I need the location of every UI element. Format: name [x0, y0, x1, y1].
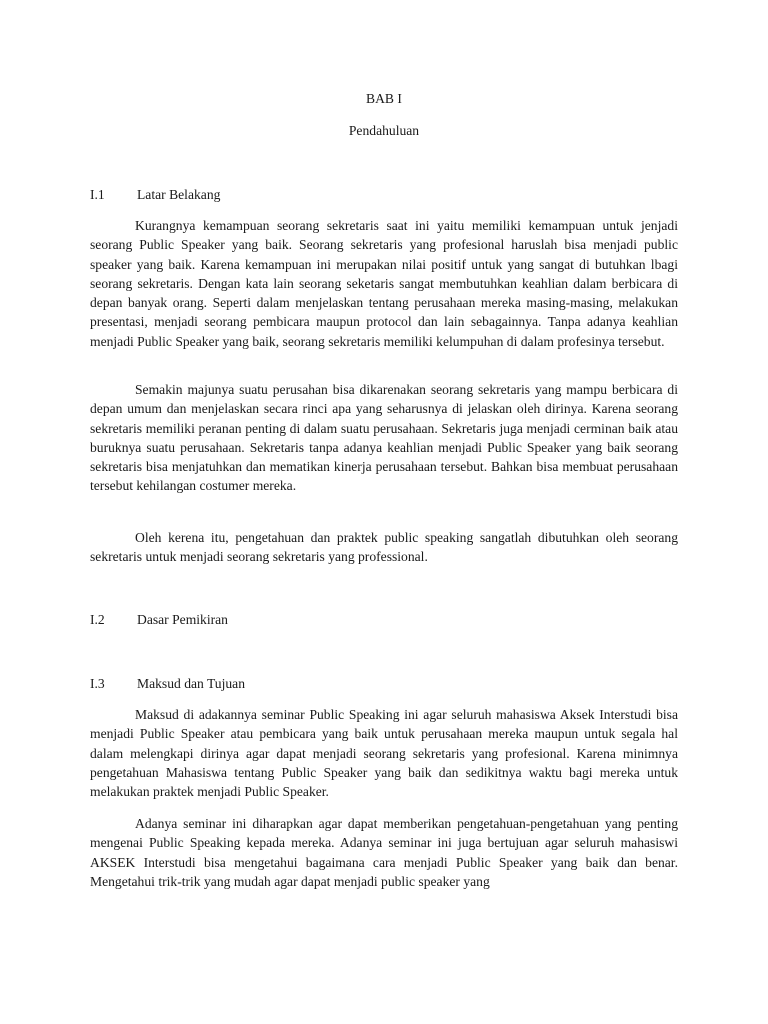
- section-number: I.2: [90, 612, 105, 627]
- section-number: I.3: [90, 676, 105, 691]
- section-heading-latar-belakang: [90, 186, 220, 204]
- section-title: Maksud dan Tujuan: [137, 676, 246, 691]
- section-number: I.1: [90, 187, 105, 202]
- paragraph: Adanya seminar ini diharapkan agar dapat memberikan pengetahuan-pengetahuan yang penting mengenai Public Speaking kepada mereka. Adanya seminar ini juga bertujuan agar seluruh mahasiswi AKSEK Interstudi bisa mengetahui bagaimana cara menjadi Public Speaker yang baik dan benar. Mengetahui trik-trik yang mudah agar dapat menjadi public speaker yang: [90, 816, 678, 889]
- chapter-label: BAB I: [366, 91, 402, 106]
- paragraph: Oleh kerena itu, pengetahuan dan praktek public speaking sangatlah dibutuhkan oleh seorang sekretaris untuk menjadi seorang sekretaris yang professional.: [90, 530, 678, 565]
- paragraph: Semakin majunya suatu perusahan bisa dikarenakan seorang sekretaris yang mampu berbicara di depan umum dan menjelaskan secara rinci apa yang seharusnya di jelaskan oleh dirinya. Karena seorang sekretaris memiliki peranan penting di dalam suatu perusahaan. Sekretaris juga menjadi cerminan baik atau buruknya suatu perusahaan. Sekretaris tanpa adanya keahlian menjadi Public Speaker yang baik seorang sekretaris bisa menjatuhkan dan mematikan kinerja perusahaan tersebut. Bahkan bisa membuat perusahaan tersebut kehilangan costumer mereka.: [90, 382, 678, 494]
- section-heading-dasar-pemikiran: [90, 611, 228, 629]
- paragraph: Maksud di adakannya seminar Public Speaking ini agar seluruh mahasiswa Aksek Interstudi bisa menjadi Public Speaker atau pembicara yang baik untuk perusahaan mereka maupun untuk segala hal dalam melengkapi dirinya agar dapat menjadi seorang sekretaris yang profesional. Karena minimnya pengetahuan Mahasiswa tentang Public Speaker yang baik dan sedikitnya waktu bagi mereka untuk melakukan praktek menjadi Public Speaker.: [90, 707, 678, 800]
- section-title: Dasar Pemikiran: [137, 612, 228, 627]
- section-heading-maksud-dan-tujuan: [90, 675, 245, 693]
- chapter-title: Pendahuluan: [348, 123, 420, 138]
- paragraph: Kurangnya kemampuan seorang sekretaris saat ini yaitu memiliki kemampuan untuk jenjadi seorang Public Speaker yang baik. Seorang sekretaris yang profesional haruslah bisa menjadi public speaker yang baik. Karena kemampuan ini merupakan nilai positif untuk yang sangat di butuhkan lbagi seorang sekretaris. Dengan kata lain seorang seketaris sangat membutuhkan keahlian dalam berbicara di depan banyak orang. Seperti dalam menjelaskan tentang perusahaan mereka masing-masing, melakukan presentasi, menjadi seorang pembicara maupun protocol dan lain sebagainnya. Tanpa adanya keahlian menjadi Public Speaker yang baik, seorang sekretaris memiliki kelumpuhan di dalam profesinya tersebut.: [90, 218, 678, 349]
- section-title: Latar Belakang: [137, 187, 221, 202]
